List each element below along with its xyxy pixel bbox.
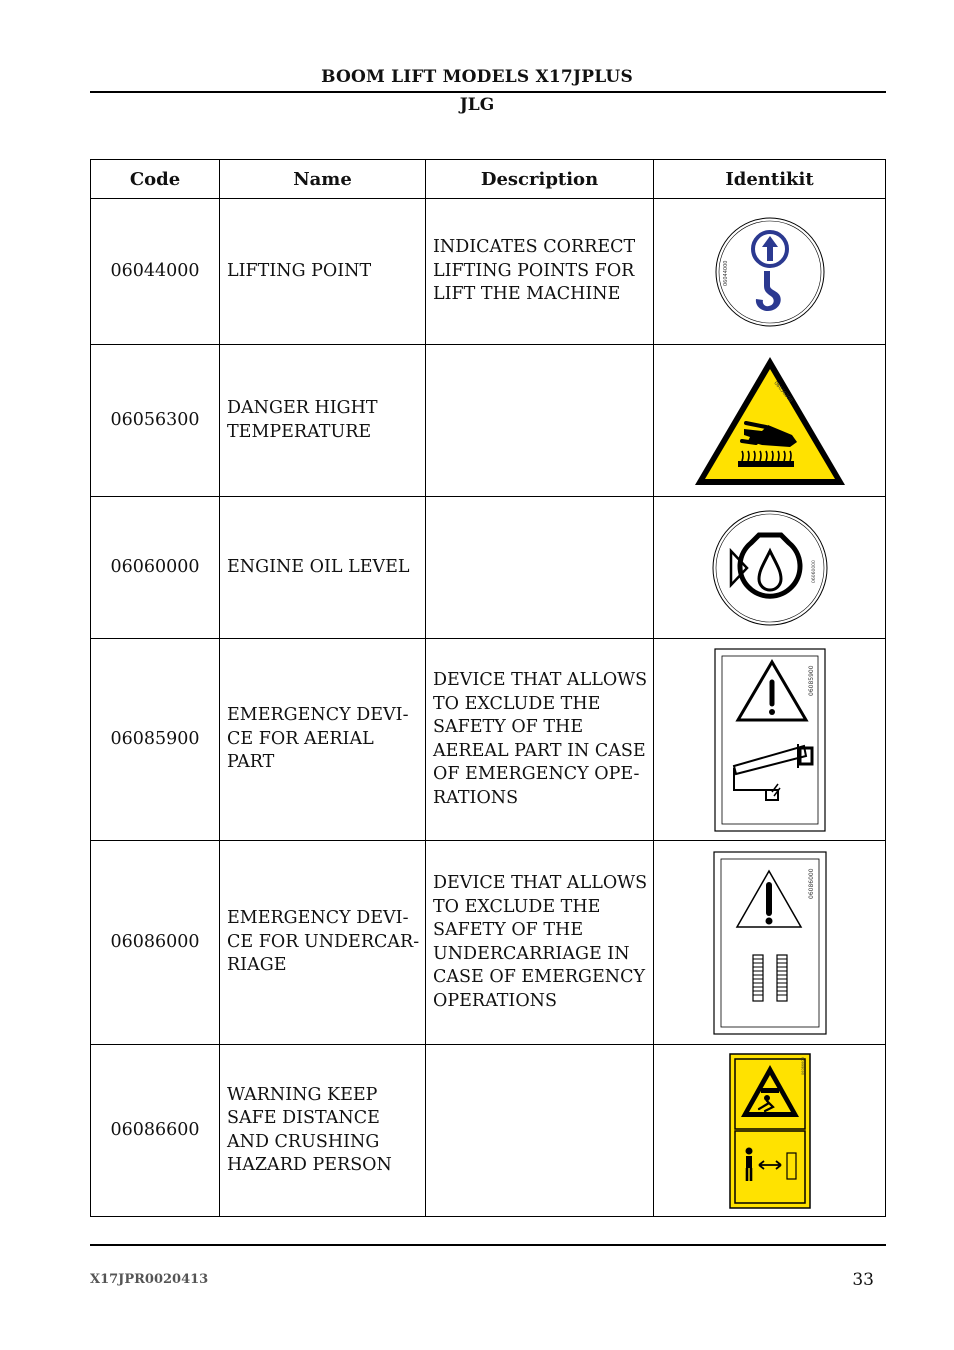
- footer-doc-code: X17JPR0020413: [90, 1272, 209, 1287]
- document-title: BOOM LIFT MODELS X17JPLUS: [321, 67, 633, 87]
- table-header-row: [91, 160, 886, 199]
- high-temperature-warning-icon: [692, 353, 848, 489]
- row-name: ENGINE OIL LEVEL: [220, 497, 426, 639]
- table-row: [91, 1045, 886, 1217]
- page-number: 33: [852, 1270, 874, 1290]
- header-rule: [90, 91, 886, 93]
- sticker-code-text: 06086000: [807, 867, 815, 899]
- column-header-identikit: Identikit: [654, 160, 886, 199]
- column-header-description: Description: [426, 160, 654, 199]
- row-identikit: [654, 497, 886, 639]
- row-name: WARNING KEEP SAFE DISTANCE AND CRUSHING HAZARD PERSON: [220, 1045, 426, 1217]
- engine-oil-level-icon: [711, 509, 829, 627]
- row-identikit: [654, 345, 886, 497]
- row-description: DEVICE THAT ALLOWS TO EXCLUDE THE SAFETY OF THE UNDERCARRIAGE IN CASE OF EMERGENCY OPERATIONS: [426, 841, 654, 1045]
- row-identikit: [654, 841, 886, 1045]
- table-row: [91, 199, 886, 345]
- aerial-emergency-icon: [714, 648, 826, 832]
- column-header-code: Code: [91, 160, 220, 199]
- sticker-code-text: 06044000: [722, 260, 729, 286]
- sticker-code-text: 06060000: [811, 559, 817, 583]
- crushing-hazard-icon: [729, 1053, 811, 1209]
- row-description: [426, 497, 654, 639]
- row-code: 06056300: [91, 345, 220, 497]
- document-subtitle: JLG: [459, 95, 495, 115]
- table-row: [91, 345, 886, 497]
- row-name: LIFTING POINT: [220, 199, 426, 345]
- table-row: [91, 639, 886, 841]
- footer-rule: [90, 1244, 886, 1246]
- row-identikit: [654, 639, 886, 841]
- row-name: EMERGENCY DEVI-CE FOR AERIAL PART: [220, 639, 426, 841]
- column-header-name: Name: [220, 160, 426, 199]
- row-name: EMERGENCY DEVI-CE FOR UNDERCAR-RIAGE: [220, 841, 426, 1045]
- undercarriage-emergency-icon: [713, 851, 827, 1035]
- label-table: [90, 159, 886, 1217]
- sticker-code-text: 06056300: [771, 379, 793, 404]
- row-code: 06085900: [91, 639, 220, 841]
- row-code: 06060000: [91, 497, 220, 639]
- row-description: [426, 1045, 654, 1217]
- row-code: 06086600: [91, 1045, 220, 1217]
- row-description: DEVICE THAT ALLOWS TO EXCLUDE THE SAFETY OF THE AEREAL PART IN CASE OF EMERGENCY OPE-RATIONS: [426, 639, 654, 841]
- sticker-code-text: 06086600: [800, 1056, 805, 1075]
- row-identikit: [654, 1045, 886, 1217]
- row-code: 06044000: [91, 199, 220, 345]
- lifting-point-icon: [714, 216, 826, 328]
- row-code: 06086000: [91, 841, 220, 1045]
- row-description: [426, 345, 654, 497]
- row-description: INDICATES CORRECT LIFTING POINTS FOR LIFT THE MACHINE: [426, 199, 654, 345]
- row-name: DANGER HIGHT TEMPERATURE: [220, 345, 426, 497]
- row-identikit: [654, 199, 886, 345]
- table-row: [91, 497, 886, 639]
- table-row: [91, 841, 886, 1045]
- sticker-code-text: 06085900: [807, 664, 815, 696]
